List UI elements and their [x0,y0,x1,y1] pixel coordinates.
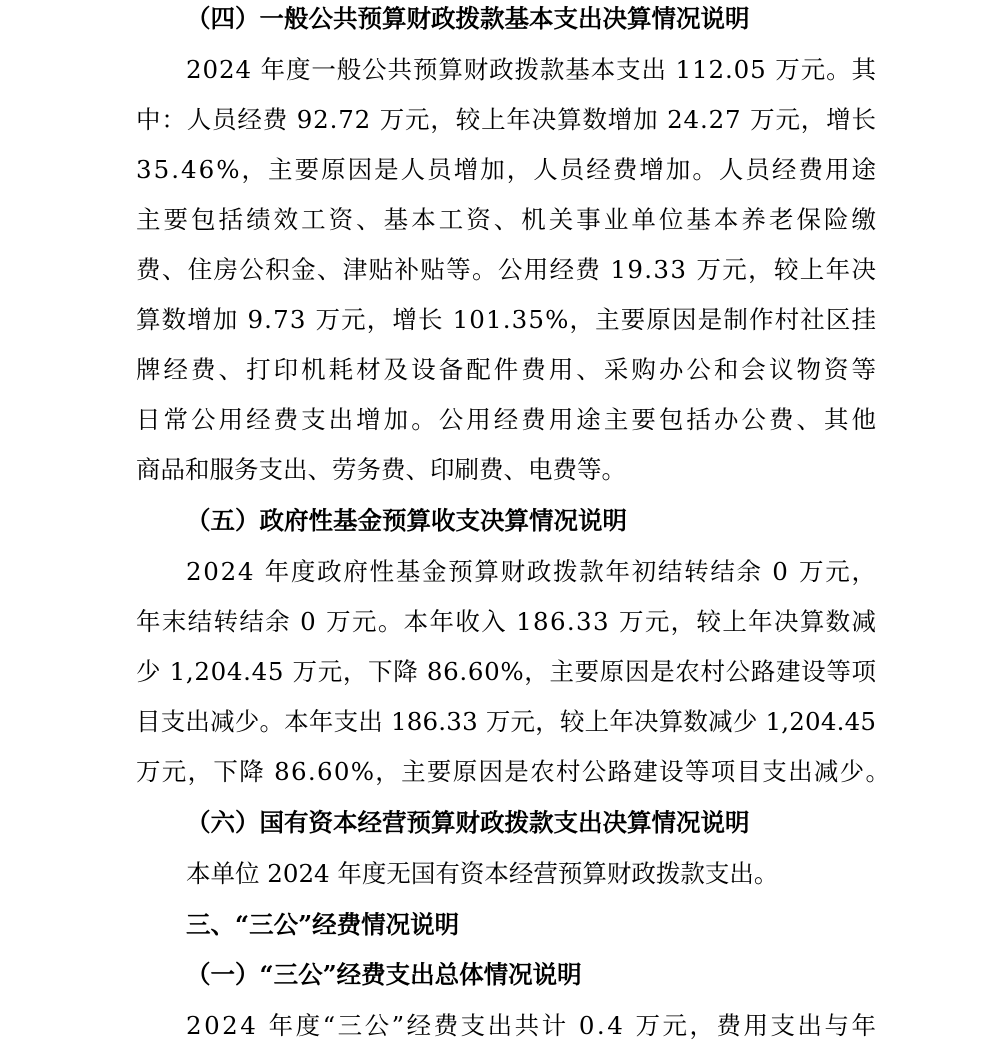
paragraph-line: 少 1,204.45 万元，下降 86.60%，主要原因是农村公路建设等项 [136,657,877,686]
paragraph-line: 牌经费、打印机耗材及设备配件费用、采购办公和会议物资等 [136,355,880,384]
paragraph-line: 日常公用经费支出增加。公用经费用途主要包括办公费、其他 [136,405,880,434]
section-heading-5: （五）政府性基金预算收支决算情况说明 [186,506,627,535]
paragraph-line: 目支出减少。本年支出 186.33 万元，较上年决算数减少 1,204.45 [136,707,877,736]
paragraph-line: 算数增加 9.73 万元，增长 101.35%，主要原因是制作村社区挂 [136,305,878,334]
section-heading-6: （六）国有资本经营预算财政拨款支出决算情况说明 [186,808,750,837]
section-heading-4: （四）一般公共预算财政拨款基本支出决算情况说明 [186,4,750,33]
chapter-heading-3: 三、“三公”经费情况说明 [186,910,460,939]
paragraph-line: 商品和服务支出、劳务费、印刷费、电费等。 [136,455,626,484]
section-heading-3-1: （一）“三公”经费支出总体情况说明 [186,960,582,989]
paragraph-line: 2024 年度一般公共预算财政拨款基本支出 112.05 万元。其 [186,55,877,84]
paragraph-line: 主要包括绩效工资、基本工资、机关事业单位基本养老保险缴 [136,205,880,234]
paragraph-line: 费、住房公积金、津贴补贴等。公用经费 19.33 万元，较上年决 [136,255,878,284]
paragraph-line: 万元，下降 86.60%，主要原因是农村公路建设等项目支出减少。 [136,757,892,786]
paragraph-line: 本单位 2024 年度无国有资本经营预算财政拨款支出。 [186,859,779,888]
paragraph-line: 2024 年度“三公”经费支出共计 0.4 万元，费用支出与年 [186,1011,879,1040]
paragraph-line: 年末结转结余 0 万元。本年收入 186.33 万元，较上年决算数减 [136,607,878,636]
paragraph-line: 2024 年度政府性基金预算财政拨款年初结转结余 0 万元， [186,557,878,586]
paragraph-line: 35.46%，主要原因是人员增加，人员经费增加。人员经费用途 [136,155,879,184]
paragraph-line: 中：人员经费 92.72 万元，较上年决算数增加 24.27 万元，增长 [136,105,877,134]
